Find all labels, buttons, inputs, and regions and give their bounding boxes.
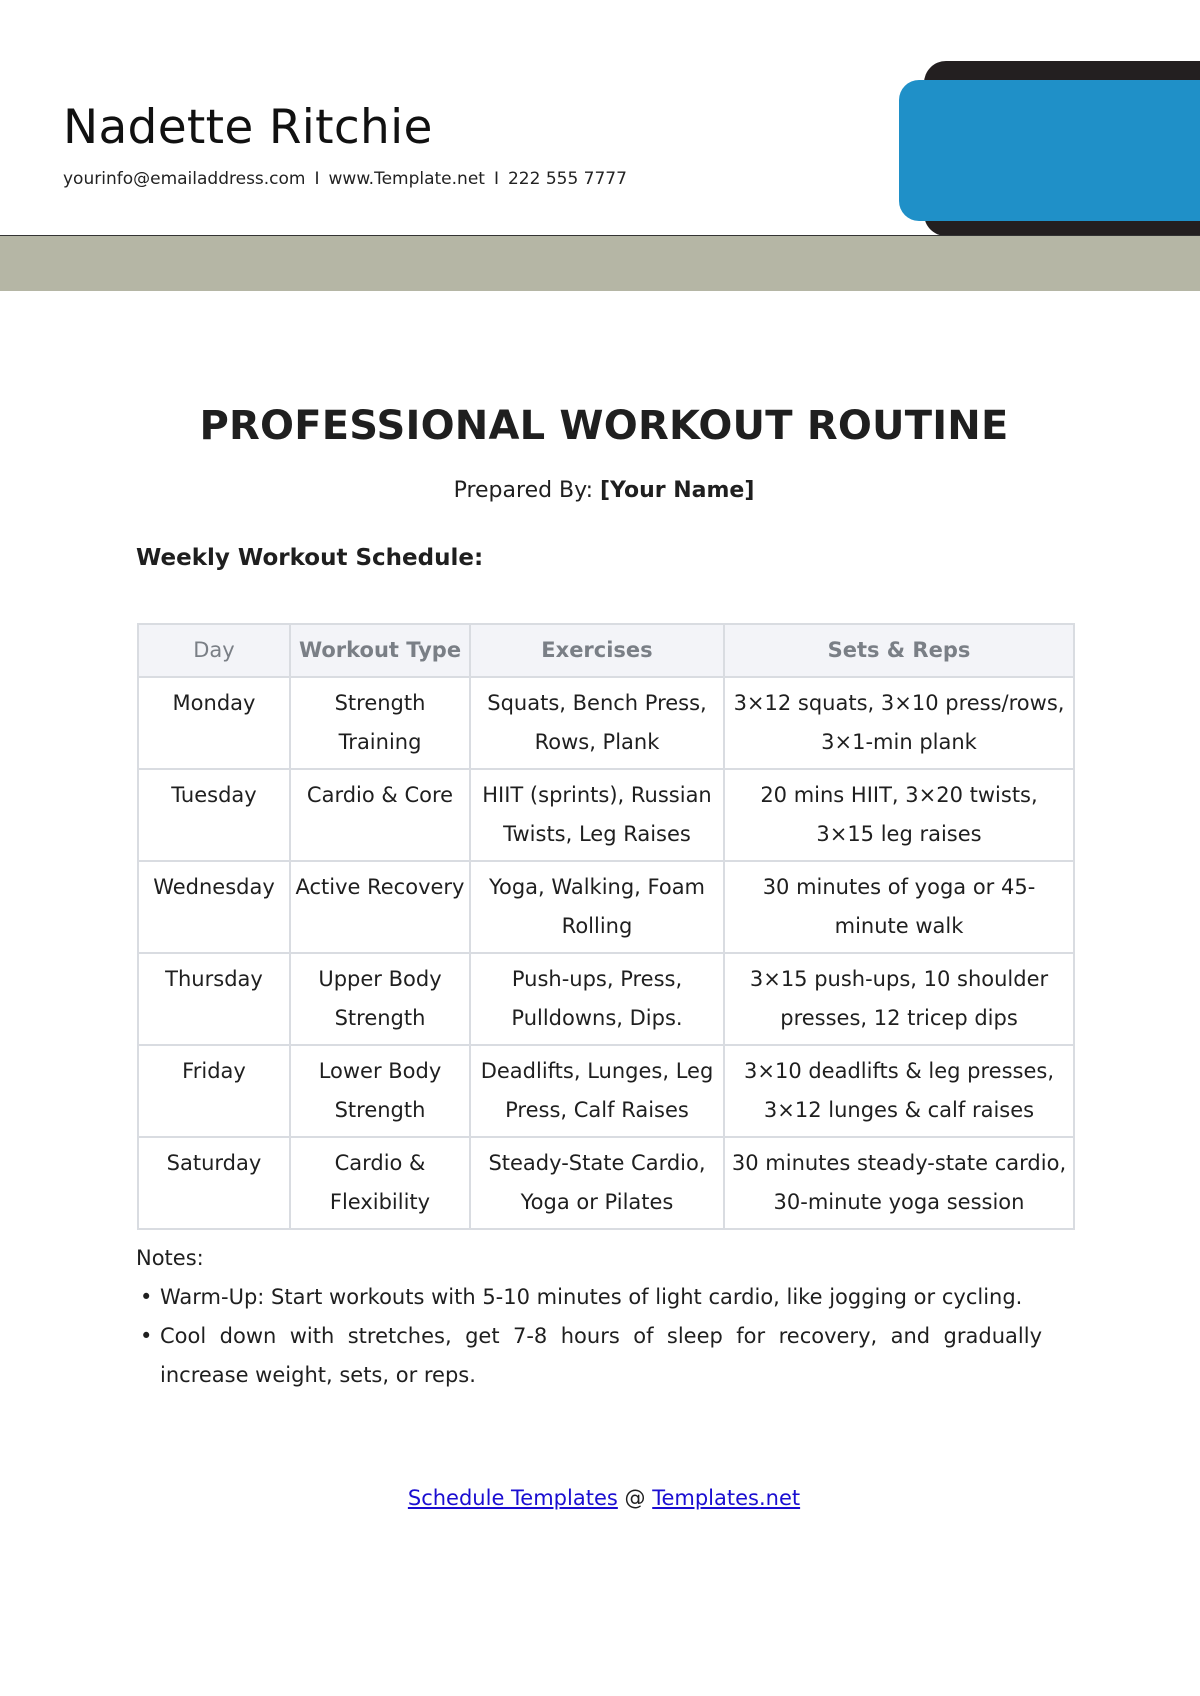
workout-schedule-table [137,623,1075,1230]
contact-separator: I [314,169,320,189]
cell-workout-type: Cardio & Flexibility [290,1137,470,1229]
contact-phone: 222 555 7777 [507,169,627,189]
prepared-by-label: Prepared By: [453,478,593,503]
cell-workout-type: Strength Training [290,677,470,769]
cell-workout-type: Cardio & Core [290,769,470,861]
cell-exercises: Push-ups, Press, Pulldowns, Dips. [470,953,724,1045]
cell-day: Saturday [138,1137,290,1229]
cell-sets-reps: 20 mins HIIT, 3×20 twists, 3×15 leg raises [724,769,1074,861]
contact-email: yourinfo@emailaddress.com [63,169,306,189]
cell-exercises: Yoga, Walking, Foam Rolling [470,861,724,953]
table-header-row [138,624,1074,677]
list-item: • Cool down with stretches, get 7-8 hours of sleep for recovery, and gradually increase weight, sets, or reps. [136,1317,1042,1395]
templates-net-link[interactable]: Templates.net [652,1486,801,1510]
cell-day: Monday [138,677,290,769]
cell-sets-reps: 30 minutes steady-state cardio, 30-minute yoga session [724,1137,1074,1229]
cell-sets-reps: 3×12 squats, 3×10 press/rows, 3×1-min plank [724,677,1074,769]
schedule-heading: Weekly Workout Schedule: [136,545,484,571]
prepared-by [0,478,1200,503]
prepared-by-value: [Your Name] [599,478,755,503]
column-header-workout-type: Workout Type [290,624,470,677]
cell-day: Tuesday [138,769,290,861]
decorative-blue-block [899,80,1200,221]
cell-exercises: Deadlifts, Lunges, Leg Press, Calf Raises [470,1045,724,1137]
contact-separator: I [493,169,499,189]
cell-workout-type: Active Recovery [290,861,470,953]
contact-website: www.Template.net [328,169,485,189]
cell-day: Friday [138,1045,290,1137]
notes-section [136,1239,1042,1395]
table-row [138,861,1074,953]
table-row [138,953,1074,1045]
cell-sets-reps: 3×10 deadlifts & leg presses, 3×12 lunges & calf raises [724,1045,1074,1137]
table-row [138,769,1074,861]
cell-day: Thursday [138,953,290,1045]
contact-line [63,169,627,189]
column-header-sets-reps: Sets & Reps [724,624,1074,677]
cell-day: Wednesday [138,861,290,953]
table-row [138,677,1074,769]
footer-at: @ [624,1486,646,1510]
cell-sets-reps: 30 minutes of yoga or 45-minute walk [724,861,1074,953]
table-row [138,1137,1074,1229]
schedule-templates-link[interactable]: Schedule Templates [407,1486,618,1510]
cell-workout-type: Lower Body Strength [290,1045,470,1137]
footer [0,1486,1200,1510]
table-row [138,1045,1074,1137]
notes-list [136,1278,1042,1395]
person-name: Nadette Ritchie [63,100,433,155]
cell-exercises: HIIT (sprints), Russian Twists, Leg Raises [470,769,724,861]
cell-workout-type: Upper Body Strength [290,953,470,1045]
letterhead [0,0,1200,290]
column-header-exercises: Exercises [470,624,724,677]
cell-exercises: Steady-State Cardio, Yoga or Pilates [470,1137,724,1229]
header-band [0,236,1200,291]
cell-exercises: Squats, Bench Press, Rows, Plank [470,677,724,769]
notes-label: Notes: [136,1246,204,1270]
document-title: PROFESSIONAL WORKOUT ROUTINE [199,403,1009,449]
column-header-day: Day [138,624,290,677]
cell-sets-reps: 3×15 push-ups, 10 shoulder presses, 12 tricep dips [724,953,1074,1045]
list-item: • Warm-Up: Start workouts with 5-10 minutes of light cardio, like jogging or cycling. [136,1278,1042,1317]
